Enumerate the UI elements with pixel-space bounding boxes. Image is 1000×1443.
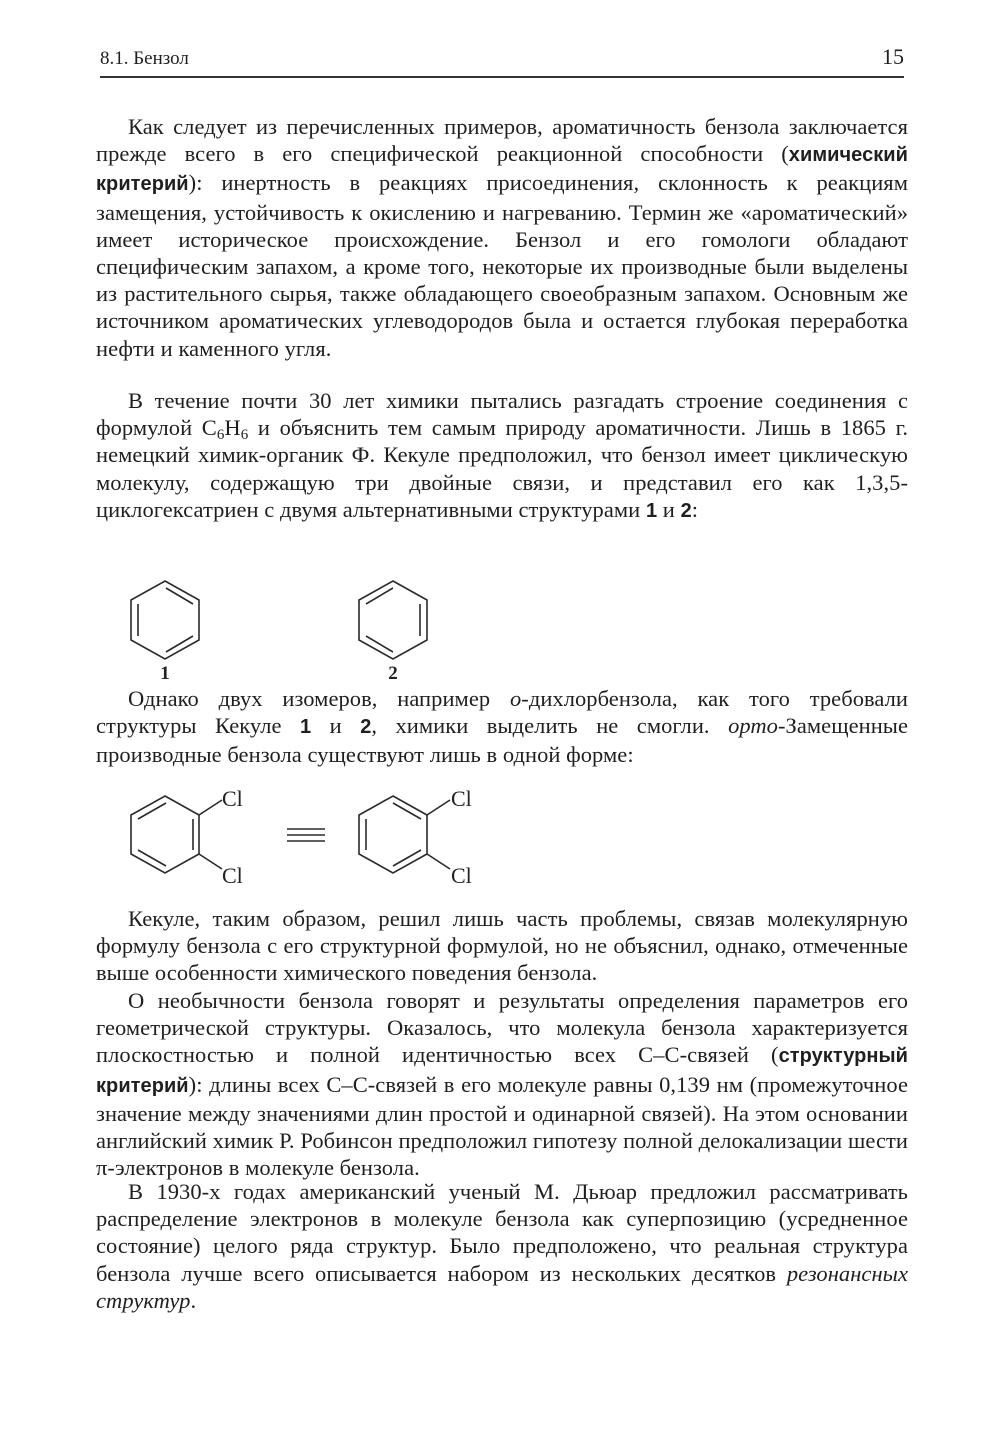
section-title: 8.1. Бензол [100,48,189,69]
chlorine-label-bottom-a: Cl [222,863,243,888]
paragraph-kekule-conclusion: Кекуле, таким образом, решил лишь часть проблемы, связав молекулярную формулу бензола с его структурной формулой, но не объяснил, однако, отмеченные выше особенности химического поведения бензола. [96,906,908,986]
paragraph-resonance: В 1930-х годах американский ученый М. Дьюар предложил рассматривать распределение электронов в молекуле бензола как суперпозицию (усредненное состояние) целого ряда структур. Было предположено, что реальная структура бензола лучше всего описывается набором из нескольких десятков резонансных структур. [96,1179,908,1313]
chlorine-label-top-a: Cl [222,786,243,811]
paragraph-dichlorobenzene: Однако двух изомеров, например о-дихлорбензола, как того требовали структуры Кекуле 1 и 2, химики выделить не смогли. орто-Замещенные производные бензола существуют лишь в одной форме: [96,686,908,768]
paragraph-kekule-history: В течение почти 30 лет химики пытались разгадать строение соединения с формулой $C_6H_6$ и объяснить тем самым природу ароматичности. Лишь в 1865 г. немецкий химик-органик Ф. Кекуле предположил, что бензол имеет циклическую молекулу, содержащую три двойные связи, и представил его как 1,3,5-циклогексатриен с двумя альтернативными структурами 1 и 2: [96,388,908,522]
dichlorobenzene-structure-b [359,796,450,873]
dichlorobenzene-structure-a [131,796,222,873]
kekule-structure-2 [359,581,427,659]
chlorine-label-bottom-b: Cl [451,863,472,888]
paragraph-aromaticity-criterion: Как следует из перечисленных примеров, ароматичность бензола заключается прежде всего в его специфической реакционной способности (химический критерий): инертность в реакциях присоединения, склонность к реакциям замещения, устойчивость к окислению и нагреванию. Термин же «ароматический» имеет историческое происхождение. Бензол и его гомологи обладают специфическим запахом, а кроме того, некоторые их производные были выделены из растительного сырья, также обладающего своеобразным запахом. Основным же источником ароматических углеводородов была и остается глубокая переработка нефти и каменного угля. [96,114,908,361]
page-number: 15 [882,44,904,69]
kekule-structures-figure [0,555,1000,684]
kekule-structure-1 [131,581,199,659]
structure-label-1: 1 [160,663,170,684]
paragraph-structural-criterion: О необычности бензола говорят и результаты определения параметров его геометрической структуры. Оказалось, что молекула бензола характеризуется плоскостностью и полной идентичностью всех С–С-связей (структурный критерий): длины всех С–С-связей в его молекуле равны 0,139 нм (промежуточное значение между значениями длин простой и одинарной связей). На этом основании английский химик Р. Робинсон предположил гипотезу полной делокализации шести π-электронов в молекуле бензола. [96,988,908,1181]
running-header [100,42,904,78]
equivalence-sign [287,829,325,841]
chlorine-label-top-b: Cl [451,786,472,811]
structure-label-2: 2 [388,663,398,684]
dichlorobenzene-figure [0,780,1000,890]
